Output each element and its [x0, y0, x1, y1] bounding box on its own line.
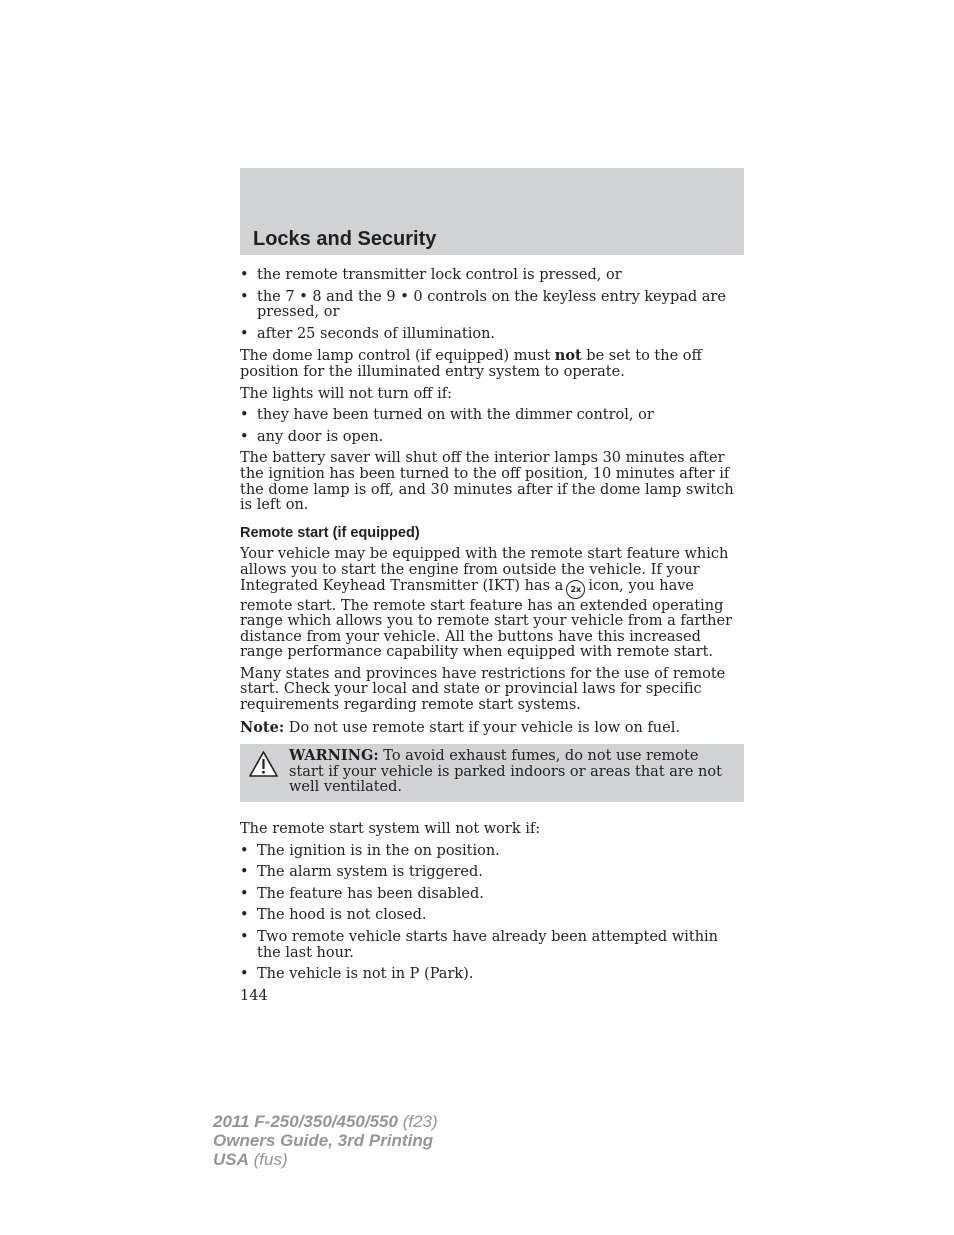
page-number: 144	[240, 987, 268, 1004]
remote-start-icon: 2x	[566, 580, 585, 599]
list-item-text: The hood is not closed.	[257, 907, 427, 924]
text-run: Your vehicle may be equipped with the remote start feature which allows you to start the engine from outside the vehicle. If your Integrated Keyhead Transmitter (IKT) has a	[240, 546, 729, 594]
list-item-text: The vehicle is not in P (Park).	[257, 966, 474, 983]
list-item-text: the remote transmitter lock control is pressed, or	[257, 267, 622, 283]
warning-triangle-icon	[248, 750, 279, 778]
fuel-note	[240, 720, 744, 737]
section-title: Locks and Security	[253, 228, 437, 250]
list-item	[240, 844, 744, 860]
bullet-marker: •	[240, 907, 249, 924]
warning-text: To avoid exhaust fumes, do not use remote start if your vehicle is parked indoors or areas that are not well ventilated.	[289, 748, 722, 796]
list-item	[240, 930, 744, 961]
bullet-marker: •	[240, 325, 249, 342]
list-item	[240, 290, 744, 321]
lights-intro: The lights will not turn off if:	[240, 385, 452, 402]
text-run: The dome lamp control (if equipped) must	[240, 348, 555, 365]
list-item-text: the 7 • 8 and the 9 • 0 controls on the keyless entry keypad are pressed, or	[257, 288, 726, 321]
list-item-text: any door is open.	[257, 428, 384, 445]
list-item	[240, 908, 744, 924]
model-code: (f23)	[402, 1112, 438, 1131]
bullet-marker: •	[240, 842, 249, 859]
footer-line-2	[213, 1131, 438, 1150]
market-text: USA	[213, 1150, 249, 1169]
restrictions-paragraph: Many states and provinces have restrictions for the use of remote start. Check your local and state or provincial laws for specific requirements regarding remote start systems.	[240, 665, 726, 714]
warning-label: WARNING:	[289, 747, 379, 765]
emphasis-not: not	[554, 347, 582, 365]
bullet-marker: •	[240, 267, 249, 283]
footer-line-1	[213, 1112, 438, 1131]
bullet-marker: •	[240, 288, 249, 305]
list-item-text: after 25 seconds of illumination.	[257, 325, 496, 342]
list-item	[240, 430, 744, 446]
page-content	[240, 268, 744, 1004]
list-item	[240, 887, 744, 903]
dome-lamp-paragraph	[240, 348, 744, 380]
guide-edition: Owners Guide, 3rd Printing	[213, 1131, 434, 1150]
list-item-text: they have been turned on with the dimmer control, or	[257, 407, 654, 424]
bullet-marker: •	[240, 864, 249, 881]
list-item-text: The ignition is in the on position.	[257, 842, 500, 859]
list-item	[240, 408, 744, 424]
list-item	[240, 865, 744, 881]
model-text: 2011 F-250/350/450/550	[213, 1112, 398, 1131]
section-header-band	[240, 168, 744, 255]
text-run: be set to the off position for the illuminated entry system to operate.	[240, 348, 702, 380]
list-item-text: Two remote vehicle starts have already been attempted within the last hour.	[257, 929, 719, 961]
list-item-text: The feature has been disabled.	[257, 885, 484, 902]
list-item	[240, 967, 744, 983]
bullet-marker: •	[240, 929, 249, 945]
footer-line-3	[213, 1150, 438, 1169]
list-item	[240, 327, 744, 343]
note-label: Note:	[240, 718, 285, 736]
not-work-intro: The remote start system will not work if:	[240, 821, 541, 838]
note-text: Do not use remote start if your vehicle is low on fuel.	[284, 719, 680, 736]
list-item-text: The alarm system is triggered.	[257, 864, 483, 881]
bullet-marker: •	[240, 407, 249, 424]
remote-start-paragraph	[240, 547, 744, 661]
warning-box	[240, 744, 744, 802]
bullet-marker: •	[240, 885, 249, 902]
text-run: icon, you have remote start. The remote start feature has an extended operating range which allows you to remote start your vehicle from a farther distance from your vehicle. All the buttons have this increased range performance capability when equipped with remote start.	[240, 577, 733, 661]
document-footer	[213, 1112, 438, 1169]
list-item	[240, 268, 744, 284]
market-code: (fus)	[253, 1150, 288, 1169]
remote-start-heading: Remote start (if equipped)	[240, 524, 420, 541]
bullet-marker: •	[240, 966, 249, 983]
battery-saver-paragraph: The battery saver will shut off the interior lamps 30 minutes after the ignition has been turned to the off position, 10 minutes after if the dome lamp is off, and 30 minutes after if the dome lamp switch is left on.	[240, 450, 734, 514]
bullet-marker: •	[240, 428, 249, 445]
